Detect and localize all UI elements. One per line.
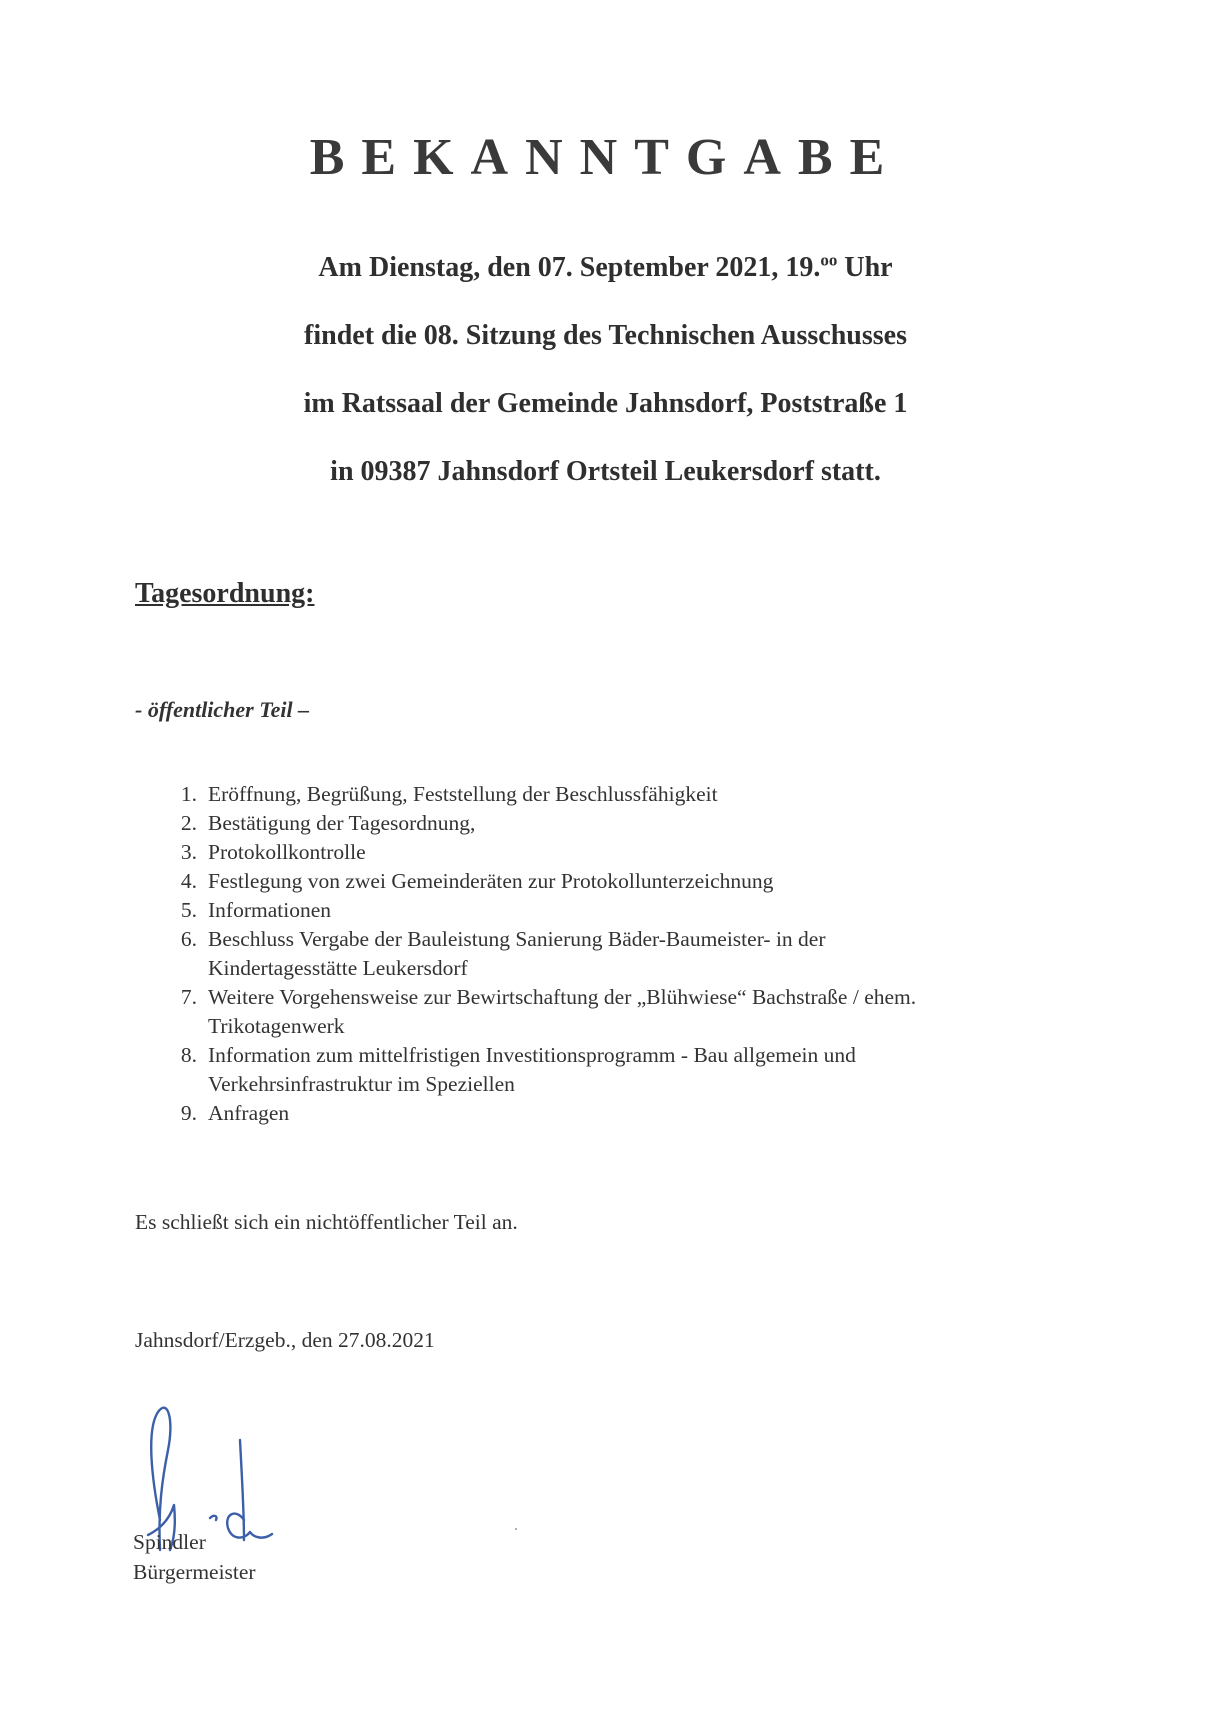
agenda-item-number: 6.	[180, 927, 197, 951]
agenda-item-text: Information zum mittelfristigen Investitionsprogramm - Bau allgemein und Verkehrsinfrastruktur im Speziellen	[208, 1043, 856, 1096]
intro-line-date-text: Am Dienstag, den 07. September 2021, 19.	[318, 252, 821, 283]
agenda-item-text: Beschluss Vergabe der Bauleistung Sanierung Bäder-Baumeister- in der Kindertagesstätte Leukersdorf	[208, 927, 826, 980]
closing-statement: Es schließt sich ein nichtöffentlicher Teil an.	[135, 1210, 518, 1234]
intro-line-location: in 09387 Jahnsdorf Ortsteil Leukersdorf statt.	[330, 456, 881, 487]
agenda-item	[160, 1041, 1060, 1099]
agenda-item-text: Festlegung von zwei Gemeinderäten zur Protokollunterzeichnung	[208, 869, 774, 893]
agenda-item	[160, 896, 1060, 925]
agenda-item-text: Protokollkontrolle	[208, 840, 366, 864]
agenda-item	[160, 925, 1060, 983]
agenda-list	[160, 780, 1060, 1128]
place-and-date: Jahnsdorf/Erzgeb., den 27.08.2021	[135, 1328, 435, 1352]
agenda-item-number: 7.	[180, 985, 197, 1009]
intro-line-session: findet die 08. Sitzung des Technischen Ausschusses	[304, 320, 907, 351]
agenda-item	[160, 838, 1060, 867]
agenda-item-number: 5.	[180, 898, 197, 922]
agenda-item-number: 3.	[180, 840, 197, 864]
agenda-item-text: Weitere Vorgehensweise zur Bewirtschaftung der „Blühwiese“ Bachstraße / ehem. Trikotagenwerk	[208, 985, 917, 1038]
agenda-item	[160, 1099, 1060, 1128]
agenda-item-number: 2.	[180, 811, 197, 835]
agenda-item-text: Bestätigung der Tagesordnung,	[208, 811, 476, 835]
agenda-item	[160, 983, 1060, 1041]
agenda-item	[160, 809, 1060, 838]
public-section-label: - öffentlicher Teil –	[135, 697, 310, 722]
intro-line-date-suffix: Uhr	[837, 252, 893, 283]
agenda-item	[160, 780, 1060, 809]
agenda-item-number: 1.	[180, 782, 197, 806]
agenda-item-text: Eröffnung, Begrüßung, Feststellung der Beschlussfähigkeit	[208, 782, 718, 806]
signature-stroke	[148, 1408, 272, 1550]
document-title: BEKANNTGABE	[309, 129, 902, 186]
agenda-item-text: Anfragen	[208, 1101, 290, 1125]
agenda-item	[160, 867, 1060, 896]
signer-role: Bürgermeister	[133, 1560, 256, 1584]
intro-line-date	[0, 251, 1211, 285]
scan-speck	[515, 1528, 517, 1530]
agenda-heading: Tagesordnung:	[135, 578, 315, 609]
agenda-item-number: 8.	[180, 1043, 197, 1067]
intro-line-time-superscript: oo	[820, 250, 838, 270]
agenda-item-text: Informationen	[208, 898, 331, 922]
signer-name: Spindler	[133, 1530, 206, 1554]
agenda-item-number: 9.	[180, 1101, 197, 1125]
intro-line-venue: im Ratssaal der Gemeinde Jahnsdorf, Poststraße 1	[303, 388, 908, 419]
agenda-item-number: 4.	[180, 869, 197, 893]
